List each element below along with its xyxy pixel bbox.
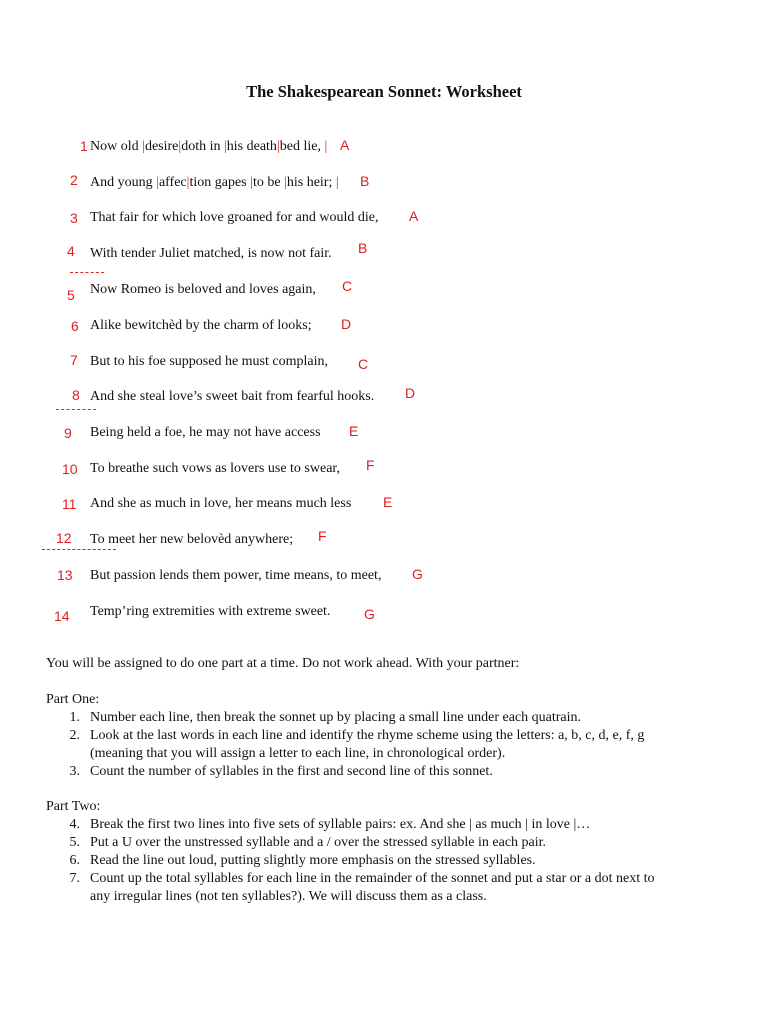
quatrain-divider	[70, 272, 104, 273]
line-segment: That fair for which love groaned for and would die,	[90, 210, 379, 225]
line-segment: But passion lends them power, time means, to meet,	[90, 568, 382, 583]
line-number: 6	[71, 318, 79, 334]
line-number: 10	[62, 461, 78, 477]
rhyme-letter: E	[383, 494, 393, 510]
line-number: 14	[54, 608, 70, 624]
line-segment: Temp’ring extremities with extreme sweet.	[90, 604, 331, 619]
sonnet-line	[0, 425, 768, 447]
list-number: 4.	[69, 817, 80, 832]
line-segment: his death	[226, 139, 277, 154]
line-number: 7	[70, 352, 78, 368]
line-text	[90, 175, 339, 191]
line-number: 8	[72, 387, 80, 403]
line-segment: But to his foe supposed he must complain,	[90, 354, 328, 369]
line-segment: affec	[158, 175, 187, 190]
list-text: Read the line out loud, putting slightly more emphasis on the stressed syllables.	[90, 853, 536, 868]
line-text	[90, 139, 327, 155]
list-text: Number each line, then break the sonnet up by placing a small line under each quatrain.	[90, 710, 581, 725]
line-segment: tion gapes	[189, 175, 251, 190]
list-text: (meaning that you will assign a letter to each line, in chronological order).	[90, 746, 506, 761]
syllable-divider: |	[223, 139, 227, 154]
line-text	[90, 604, 330, 620]
list-text: Look at the last words in each line and identify the rhyme scheme using the letters: a, b, c, d, e, f, g	[90, 728, 645, 743]
line-number: 4	[67, 243, 75, 259]
line-number: 11	[62, 496, 77, 512]
line-text	[90, 246, 332, 262]
sonnet-line	[0, 210, 768, 232]
rhyme-letter: F	[318, 528, 327, 544]
list-text: Put a U over the unstressed syllable and a / over the stressed syllable in each pair.	[90, 835, 547, 850]
line-segment: desire	[144, 139, 179, 154]
sonnet-line	[0, 354, 768, 376]
sonnet-line	[0, 139, 768, 161]
rhyme-letter: D	[341, 316, 352, 332]
part-two-heading: Part Two:	[46, 799, 101, 814]
line-number: 13	[57, 567, 73, 583]
rhyme-letter: E	[349, 423, 359, 439]
list-number: 6.	[69, 853, 80, 868]
intro-text: You will be assigned to do one part at a time. Do not work ahead. With your partner:	[46, 656, 520, 671]
line-segment: And she steal love’s sweet bait from fearful hooks.	[90, 389, 375, 404]
rhyme-letter: A	[409, 208, 419, 224]
page-title: The Shakespearean Sonnet: Worksheet	[246, 82, 522, 101]
sonnet-line	[0, 172, 768, 197]
rhyme-letter: A	[340, 137, 350, 153]
line-number: 1	[80, 138, 88, 154]
syllable-divider: |	[335, 175, 339, 190]
list-number: 7.	[69, 871, 80, 886]
syllable-divider: |	[178, 139, 182, 154]
rhyme-letter: G	[412, 566, 423, 582]
line-segment: his heir;	[286, 175, 336, 190]
line-text	[90, 461, 340, 477]
syllable-divider: |	[284, 175, 287, 190]
line-segment: Now old	[90, 139, 143, 154]
rhyme-letter: B	[360, 173, 370, 189]
list-text: any irregular lines (not ten syllables?). We will discuss them as a class.	[90, 889, 487, 904]
list-number: 5.	[69, 835, 80, 850]
list-number: 3.	[69, 764, 80, 779]
line-text	[90, 532, 293, 548]
list-text: Break the first two lines into five sets of syllable pairs: ex. And she | as much | in love |…	[90, 817, 591, 832]
syllable-divider: |	[324, 139, 328, 154]
line-text	[90, 282, 316, 298]
line-text	[90, 354, 328, 370]
sonnet-line	[0, 385, 768, 411]
line-segment: doth in	[181, 139, 224, 154]
sonnet-line	[0, 240, 768, 268]
line-text	[90, 568, 381, 584]
sonnet-line	[0, 604, 768, 626]
line-text	[90, 318, 312, 334]
rhyme-letter: D	[405, 385, 416, 401]
quatrain-divider	[56, 409, 96, 410]
sonnet-line	[0, 318, 768, 340]
line-text	[90, 389, 374, 405]
sonnet-line	[0, 496, 768, 518]
line-number: 12	[56, 530, 72, 546]
syllable-divider: |	[142, 139, 145, 154]
line-text	[90, 210, 378, 226]
line-segment: To breathe such vows as lovers use to swear,	[90, 461, 341, 476]
line-segment: Being held a foe, he may not have access	[90, 425, 321, 440]
sonnet-line	[0, 568, 768, 590]
list-text: Count up the total syllables for each line in the remainder of the sonnet and put a star or a dot next to	[90, 871, 655, 886]
list-number: 1.	[69, 710, 80, 725]
list-number: 2.	[69, 728, 80, 743]
line-segment: To meet her new belovèd anywhere;	[90, 532, 294, 547]
list-text: Count the number of syllables in the first and second line of this sonnet.	[90, 764, 493, 779]
rhyme-letter: F	[366, 457, 375, 473]
rhyme-letter: G	[364, 606, 375, 622]
rhyme-letter: C	[358, 356, 369, 372]
sonnet-line	[0, 457, 768, 483]
line-text	[90, 496, 351, 512]
syllable-divider: |	[156, 175, 159, 190]
line-text	[90, 425, 321, 441]
rhyme-letter: C	[342, 278, 353, 294]
sonnet-line	[0, 278, 768, 304]
line-number: 3	[70, 210, 78, 226]
line-segment: to be	[252, 175, 285, 190]
quatrain-divider	[42, 549, 116, 550]
line-segment: Alike bewitchèd by the charm of looks;	[90, 318, 312, 333]
line-number: 5	[67, 287, 75, 303]
sonnet-line	[0, 528, 768, 554]
line-number: 9	[64, 425, 72, 441]
line-segment: Now Romeo is beloved and loves again,	[90, 282, 316, 297]
line-segment: With tender Juliet matched, is now not fair.	[90, 246, 332, 261]
part-one-heading: Part One:	[46, 692, 100, 707]
line-number: 2	[70, 172, 78, 188]
syllable-divider: |	[186, 175, 190, 190]
rhyme-letter: B	[358, 240, 368, 256]
line-segment: bed lie,	[279, 139, 325, 154]
line-segment: And young	[90, 175, 157, 190]
line-segment: And she as much in love, her means much less	[90, 496, 352, 511]
syllable-divider: |	[276, 139, 280, 154]
syllable-divider: |	[250, 175, 253, 190]
